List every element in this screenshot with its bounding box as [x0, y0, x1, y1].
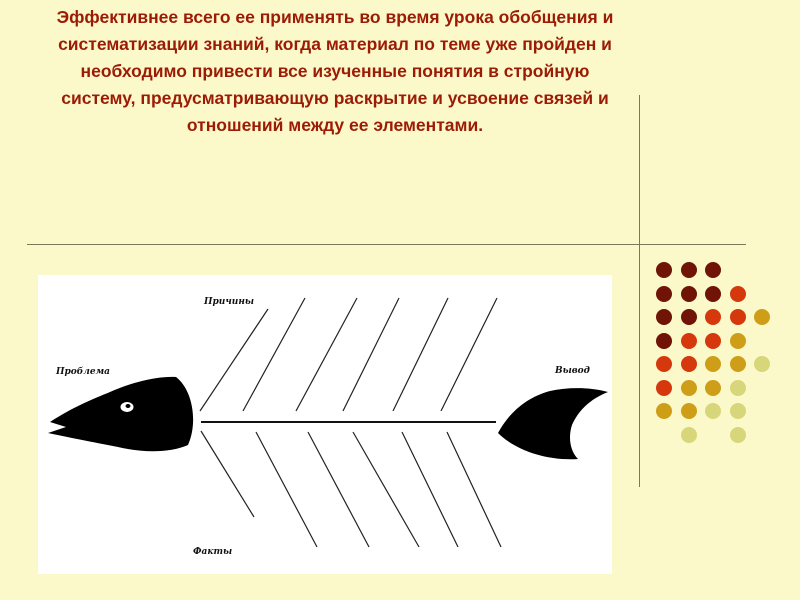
decorative-dot	[681, 380, 697, 396]
upper-bone	[343, 298, 399, 411]
decorative-dot	[705, 403, 721, 419]
vertical-divider	[639, 95, 640, 487]
decorative-dot	[730, 356, 746, 372]
label-problem: Проблема	[56, 367, 110, 377]
label-conclusion: Вывод	[555, 366, 590, 376]
decorative-dot	[730, 380, 746, 396]
fish-pupil	[126, 404, 131, 408]
decorative-dot	[656, 380, 672, 396]
horizontal-divider	[27, 244, 746, 245]
decorative-dot	[681, 262, 697, 278]
lower-bone	[201, 431, 254, 517]
lower-bone	[256, 432, 317, 547]
decorative-dot	[656, 262, 672, 278]
decorative-dot	[656, 286, 672, 302]
decorative-dot	[705, 262, 721, 278]
fishbone-svg	[38, 275, 612, 574]
decorative-dot	[705, 333, 721, 349]
fish-head	[48, 377, 193, 451]
decorative-dot	[705, 309, 721, 325]
upper-bone	[243, 298, 305, 411]
upper-bone	[200, 309, 268, 411]
slide-body-text: Эффективнее всего ее применять во время урока обобщения и систематизации знаний, когда материал по теме уже пройден и необходимо привести все изученные понятия в стройную систему, предусматривающую раскрытие и усвоение связей и отношений между ее элементами.	[56, 7, 614, 135]
decorative-dot	[730, 309, 746, 325]
lower-bone	[353, 432, 419, 547]
decorative-dot	[730, 333, 746, 349]
decorative-dot	[681, 333, 697, 349]
decorative-dot	[656, 356, 672, 372]
upper-bone	[441, 298, 497, 411]
decorative-dot	[681, 286, 697, 302]
decorative-dot	[754, 356, 770, 372]
decorative-dot	[754, 309, 770, 325]
decorative-dot	[656, 403, 672, 419]
decorative-dot	[705, 380, 721, 396]
decorative-dot	[705, 356, 721, 372]
upper-bone	[296, 298, 357, 411]
decorative-dot	[681, 309, 697, 325]
upper-bone	[393, 298, 448, 411]
fish-tail	[498, 388, 608, 459]
label-causes: Причины	[204, 297, 255, 307]
decorative-dot	[705, 286, 721, 302]
decorative-dot	[730, 427, 746, 443]
label-facts: Факты	[193, 547, 233, 557]
decorative-dot	[730, 286, 746, 302]
fishbone-diagram	[38, 275, 612, 574]
decorative-dot	[681, 403, 697, 419]
decorative-dot	[656, 333, 672, 349]
lower-bone	[308, 432, 369, 547]
lower-bone	[447, 432, 501, 547]
lower-bone	[402, 432, 458, 547]
decorative-dot	[681, 356, 697, 372]
decorative-dot	[681, 427, 697, 443]
decorative-dot	[656, 309, 672, 325]
decorative-dot	[730, 403, 746, 419]
